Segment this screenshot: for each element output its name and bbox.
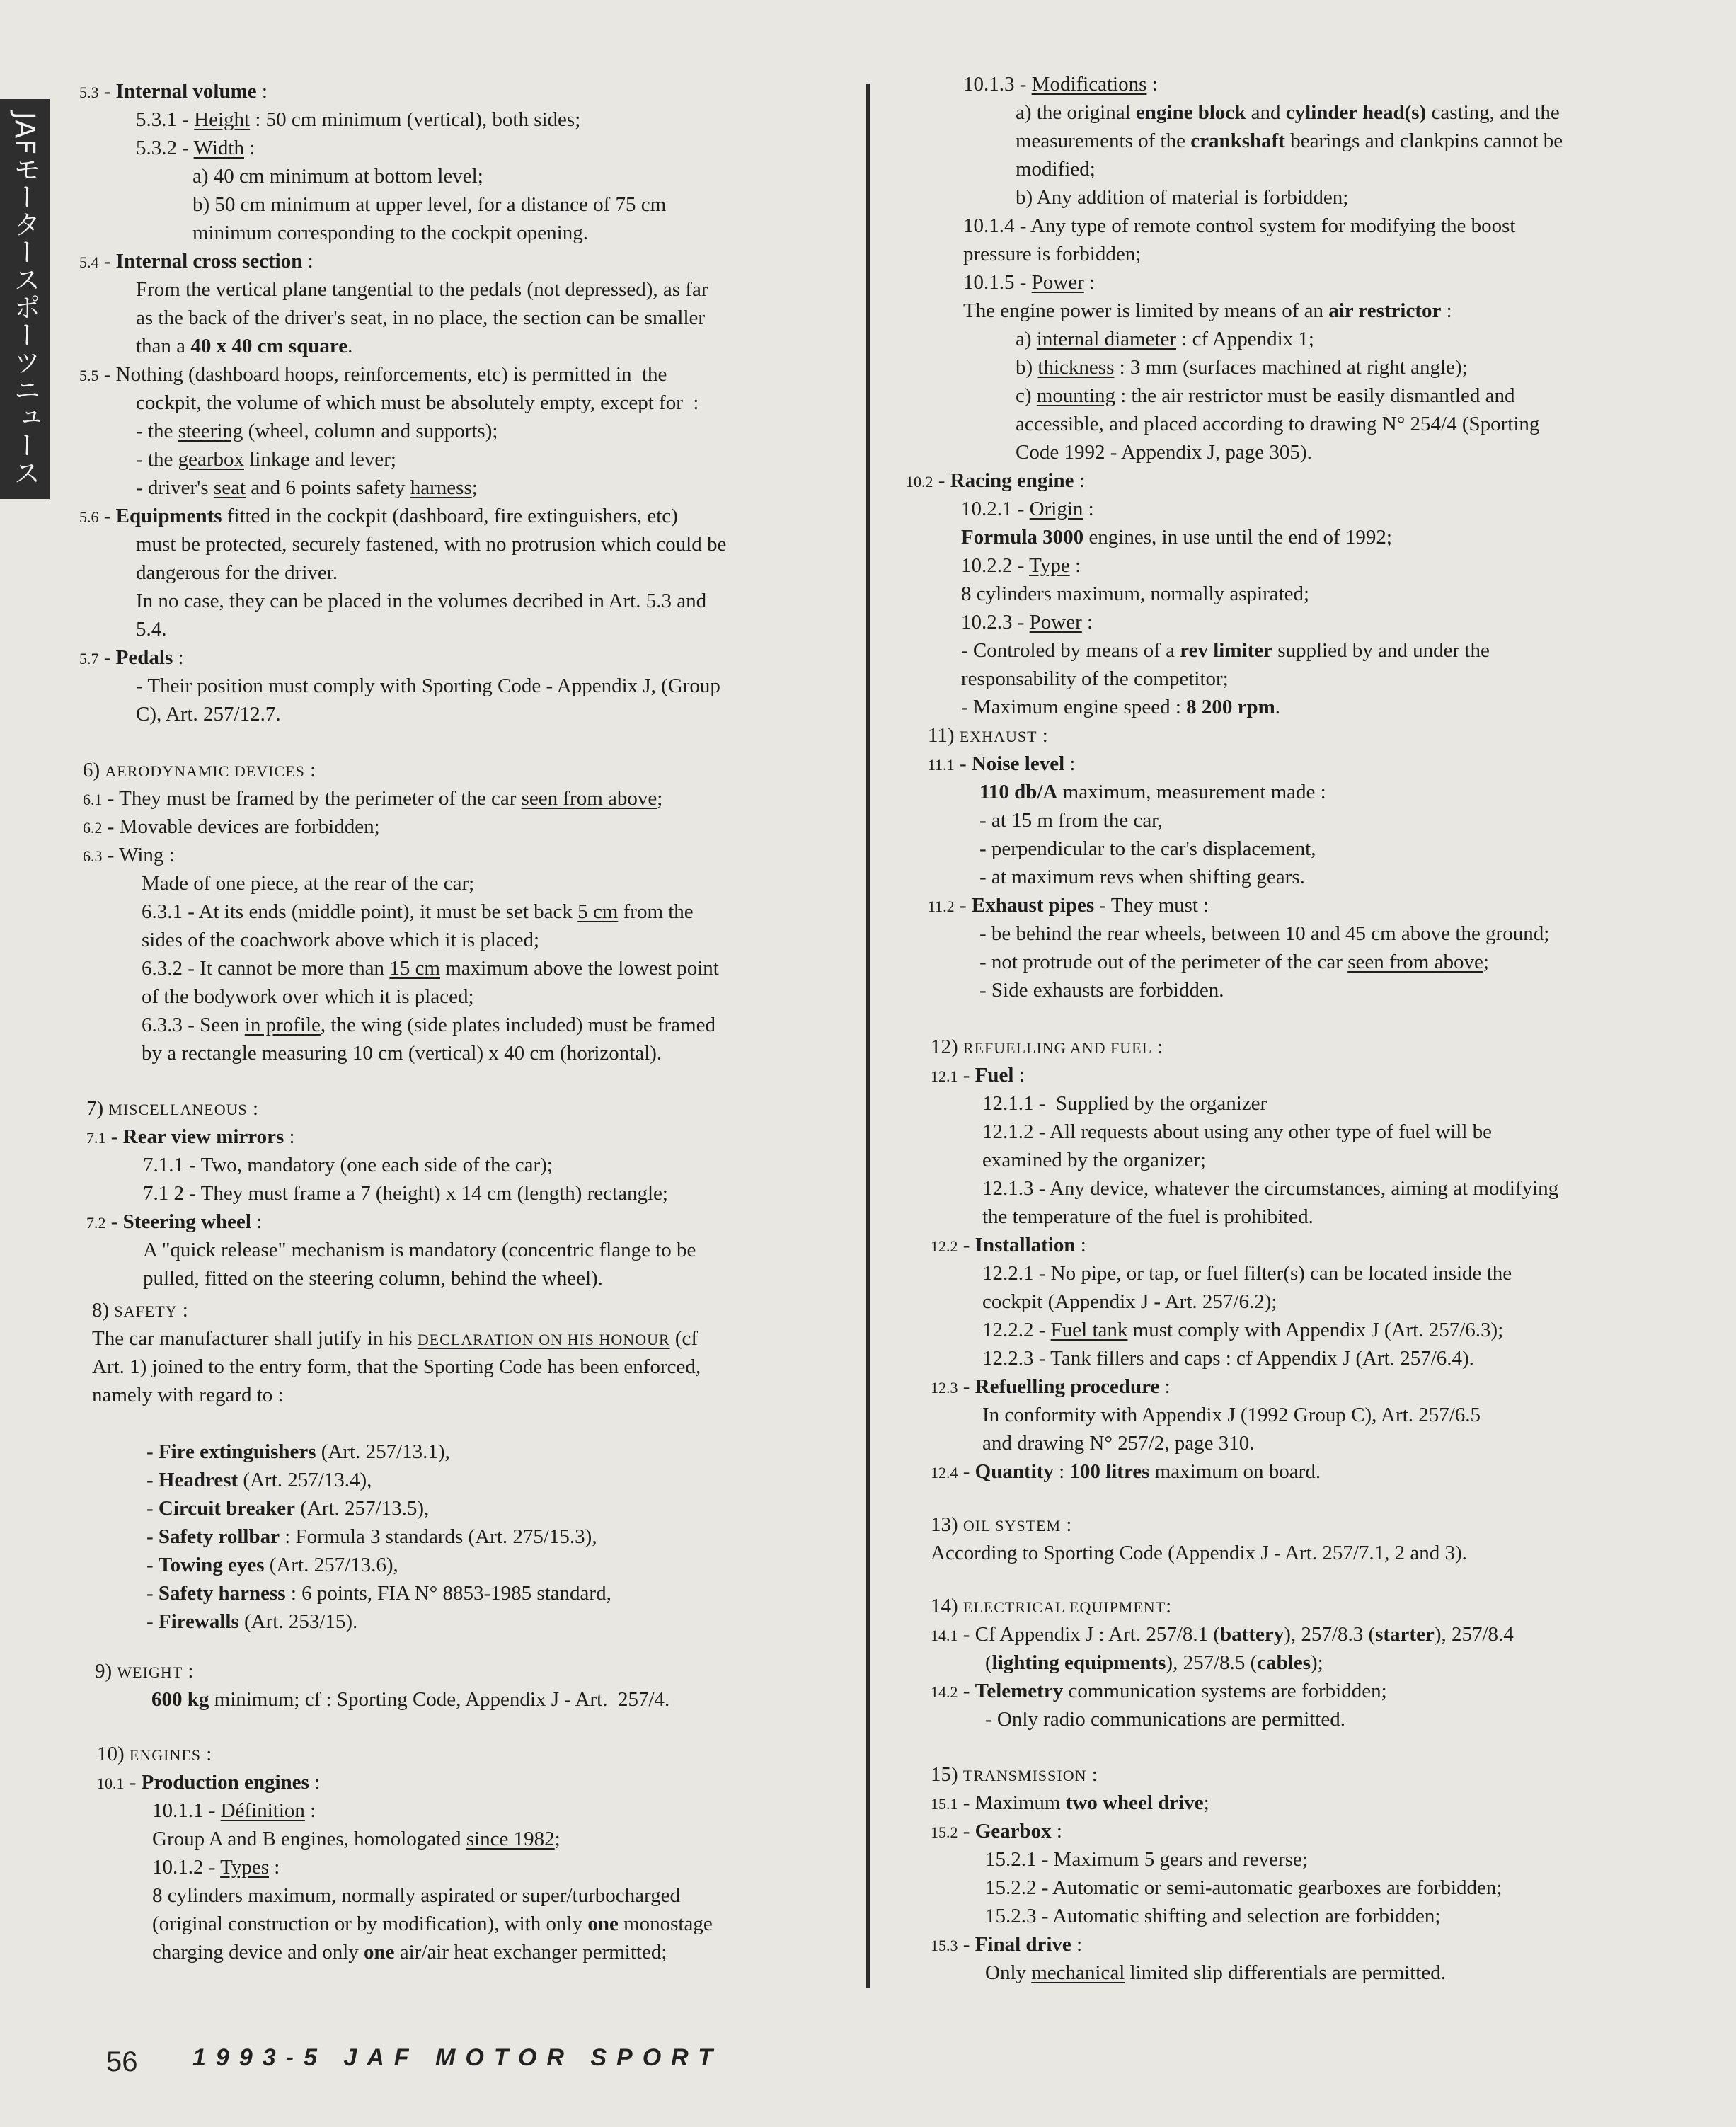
text-line: 12.2.3 - Tank fillers and caps : cf Appendix J (Art. 257/6.4). [982,1347,1474,1370]
text-line: The engine power is limited by means of an air restrictor : [963,299,1452,322]
text-line: 10) ENGINES : [97,1743,212,1765]
text-line: (lighting equipments), 257/8.5 (cables); [985,1651,1323,1674]
text-line: 11.1 - Noise level : [928,752,1076,775]
text-line: - Fire extinguishers (Art. 257/13.1), [146,1440,450,1463]
text-line: 8 cylinders maximum, normally aspirated or super/turbocharged [152,1884,681,1907]
text-line: 15.3 - Final drive : [931,1933,1083,1956]
text-line: Group A and B engines, homologated since 1982; [152,1828,561,1850]
text-line: must be protected, securely fastened, with no protrusion which could be [136,533,727,556]
text-line: a) internal diameter : cf Appendix 1; [1016,328,1314,350]
text-line: 5.7 - Pedals : [79,646,184,669]
text-line: 5.3 - Internal volume : [79,80,268,103]
text-line: - not protrude out of the perimeter of the car seen from above; [979,951,1489,973]
text-line: b) 50 cm minimum at upper level, for a distance of 75 cm [192,193,667,216]
text-line: 12.1.1 - Supplied by the organizer [982,1092,1267,1115]
text-line: - at maximum revs when shifting gears. [979,866,1305,888]
text-line: 10.1.4 - Any type of remote control system for modifying the boost [963,214,1516,237]
text-line: In conformity with Appendix J (1992 Group C), Art. 257/6.5 [982,1404,1481,1426]
text-line: than a 40 x 40 cm square. [136,335,353,357]
text-line: 15.2.2 - Automatic or semi-automatic gearboxes are forbidden; [985,1876,1502,1899]
text-line: 10.2.2 - Type : [961,554,1081,577]
text-line: 10.2.3 - Power : [961,611,1093,633]
text-line: The car manufacturer shall jutify in his DECLARATION ON HIS HONOUR (cf [92,1327,699,1350]
text-line: - Side exhausts are forbidden. [979,979,1224,1002]
text-line: 6.3.1 - At its ends (middle point), it must be set back 5 cm from the [142,900,694,923]
text-line: 8) SAFETY : [92,1299,188,1322]
text-line: cockpit, the volume of which must be absolutely empty, except for : [136,391,699,414]
text-line: as the back of the driver's seat, in no place, the section can be smaller [136,306,706,329]
text-line: - Controled by means of a rev limiter supplied by and under the [961,639,1490,662]
text-line: pressure is forbidden; [963,243,1142,265]
text-line: 10.2 - Racing engine : [906,469,1085,492]
text-line: 14.1 - Cf Appendix J : Art. 257/8.1 (battery), 257/8.3 (starter), 257/8.4 [931,1623,1514,1646]
text-line: 5.6 - Equipments fitted in the cockpit (dashboard, fire extinguishers, etc) [79,505,678,527]
text-line: 12.2.2 - Fuel tank must comply with Appendix J (Art. 257/6.3); [982,1319,1504,1341]
text-line: 5.3.1 - Height : 50 cm minimum (vertical), both sides; [136,108,581,131]
text-line: - driver's seat and 6 points safety harness; [136,476,478,499]
text-line: Only mechanical limited slip differentials are permitted. [985,1961,1446,1984]
text-line: a) the original engine block and cylinder head(s) casting, and the [1016,101,1560,124]
text-line: 10.1.1 - Définition : [152,1799,316,1822]
text-line: C), Art. 257/12.7. [136,703,281,726]
text-line: - Firewalls (Art. 253/15). [146,1610,358,1633]
text-line: 5.4. [136,618,167,641]
publication-title: 1993-5 JAF MOTOR SPORT [192,2044,723,2071]
text-line: - at 15 m from the car, [979,809,1163,832]
text-line: pulled, fitted on the steering column, behind the wheel). [143,1267,603,1290]
text-line: 7) MISCELLANEOUS : [86,1097,259,1120]
text-line: Made of one piece, at the rear of the car; [142,872,475,895]
text-line: 7.1.1 - Two, mandatory (one each side of the car); [143,1154,553,1176]
text-line: 11.2 - Exhaust pipes - They must : [928,894,1209,917]
text-line: - Towing eyes (Art. 257/13.6), [146,1554,398,1576]
text-line: a) 40 cm minimum at bottom level; [192,165,483,188]
text-line: 10.1 - Production engines : [97,1771,321,1794]
text-line: cockpit (Appendix J - Art. 257/6.2); [982,1290,1277,1313]
text-line: c) mounting : the air restrictor must be easily dismantled and [1016,384,1515,407]
side-tab-label: JAFモータースポーツニュース [0,99,50,499]
text-line: According to Sporting Code (Appendix J - Art. 257/7.1, 2 and 3). [931,1542,1467,1564]
text-line: 14.2 - Telemetry communication systems are forbidden; [931,1680,1387,1702]
text-line: examined by the organizer; [982,1149,1206,1171]
text-line: 9) WEIGHT : [95,1660,194,1682]
text-line: (original construction or by modification), with only one monostage [152,1913,713,1935]
text-line: 12.3 - Refuelling procedure : [931,1375,1171,1398]
text-line: 5.5 - Nothing (dashboard hoops, reinforcements, etc) is permitted in the [79,363,667,386]
text-line: 15.2.1 - Maximum 5 gears and reverse; [985,1848,1308,1871]
column-divider [866,84,870,1988]
text-line: 12.1 - Fuel : [931,1064,1025,1087]
text-line: From the vertical plane tangential to the pedals (not depressed), as far [136,278,708,301]
text-line: - the gearbox linkage and lever; [136,448,396,471]
text-line: A "quick release" mechanism is mandatory (concentric flange to be [143,1239,696,1261]
text-line: 15) TRANSMISSION : [931,1763,1098,1786]
page-number: 56 [106,2046,138,2077]
text-line: measurements of the crankshaft bearings and clankpins cannot be [1016,130,1563,152]
text-line: accessible, and placed according to drawing N° 254/4 (Sporting [1016,413,1540,435]
text-line: 12.2 - Installation : [931,1234,1086,1256]
text-line: 7.2 - Steering wheel : [86,1210,263,1233]
text-line: b) thickness : 3 mm (surfaces machined at right angle); [1016,356,1468,379]
text-line: - Only radio communications are permitted. [985,1708,1345,1731]
text-line: 5.4 - Internal cross section : [79,250,314,273]
text-line: - be behind the rear wheels, between 10 and 45 cm above the ground; [979,922,1550,945]
text-line: dangerous for the driver. [136,561,338,584]
text-line: 12.1.3 - Any device, whatever the circumstances, aiming at modifying [982,1177,1559,1200]
text-line: Formula 3000 engines, in use until the end of 1992; [961,526,1392,549]
text-line: 10.2.1 - Origin : [961,498,1094,520]
text-line: 14) ELECTRICAL EQUIPMENT: [931,1595,1172,1617]
text-line: 600 kg minimum; cf : Sporting Code, Appendix J - Art. 257/4. [151,1688,670,1711]
text-line: - Maximum engine speed : 8 200 rpm. [961,696,1281,718]
text-line: by a rectangle measuring 10 cm (vertical) x 40 cm (horizontal). [142,1042,662,1065]
text-line: sides of the coachwork above which it is placed; [142,929,540,951]
text-line: 10.1.5 - Power : [963,271,1096,294]
text-line: of the bodywork over which it is placed; [142,985,474,1008]
text-line: 12.2.1 - No pipe, or tap, or fuel filter(s) can be located inside the [982,1262,1512,1285]
text-line: 12.1.2 - All requests about using any other type of fuel will be [982,1120,1493,1143]
text-line: 8 cylinders maximum, normally aspirated; [961,583,1310,605]
text-line: modified; [1016,158,1096,180]
text-line: 7.1 - Rear view mirrors : [86,1125,295,1148]
text-line: In no case, they can be placed in the volumes decribed in Art. 5.3 and [136,590,707,612]
text-line: and drawing N° 257/2, page 310. [982,1432,1255,1455]
text-line: 5.3.2 - Width : [136,137,255,159]
text-line: 6.3 - Wing : [83,844,175,866]
text-line: 6) AERODYNAMIC DEVICES : [83,759,316,781]
text-line: 6.2 - Movable devices are forbidden; [83,815,380,838]
text-line: responsability of the competitor; [961,667,1229,690]
text-line: 6.1 - They must be framed by the perimeter of the car seen from above; [83,787,663,810]
text-line: 6.3.2 - It cannot be more than 15 cm maximum above the lowest point [142,957,719,980]
text-line: Code 1992 - Appendix J, page 305). [1016,441,1312,464]
text-line: - Their position must comply with Sporting Code - Appendix J, (Group [136,675,720,697]
text-line: Art. 1) joined to the entry form, that the Sporting Code has been enforced, [92,1355,701,1378]
text-line: 12) REFUELLING AND FUEL : [931,1036,1163,1058]
text-line: b) Any addition of material is forbidden; [1016,186,1349,209]
text-line: 15.2.3 - Automatic shifting and selection are forbidden; [985,1905,1441,1927]
text-line: 6.3.3 - Seen in profile, the wing (side plates included) must be framed [142,1014,715,1036]
text-line: namely with regard to : [92,1384,284,1406]
text-line: 11) EXHAUST : [928,724,1048,747]
text-line: 110 db/A maximum, measurement made : [979,781,1326,803]
text-line: - the steering (wheel, column and supports); [136,420,498,442]
text-line: 13) OIL SYSTEM : [931,1513,1072,1536]
text-line: - Circuit breaker (Art. 257/13.5), [146,1497,430,1520]
text-line: 10.1.3 - Modifications : [963,73,1158,96]
text-line: 15.1 - Maximum two wheel drive; [931,1791,1209,1814]
text-line: - perpendicular to the car's displacement, [979,837,1316,860]
text-line: - Headrest (Art. 257/13.4), [146,1469,372,1491]
text-line: charging device and only one air/air heat exchanger permitted; [152,1941,667,1963]
text-line: - Safety rollbar : Formula 3 standards (Art. 275/15.3), [146,1525,597,1548]
text-line: 12.4 - Quantity : 100 litres maximum on board. [931,1460,1321,1483]
text-line: 10.1.2 - Types : [152,1856,280,1879]
text-line: 7.1 2 - They must frame a 7 (height) x 14 cm (length) rectangle; [143,1182,668,1205]
text-line: 15.2 - Gearbox : [931,1820,1062,1842]
text-line: minimum corresponding to the cockpit opening. [192,222,588,244]
text-line: - Safety harness : 6 points, FIA N° 8853-1985 standard, [146,1582,611,1605]
text-line: the temperature of the fuel is prohibited. [982,1205,1314,1228]
